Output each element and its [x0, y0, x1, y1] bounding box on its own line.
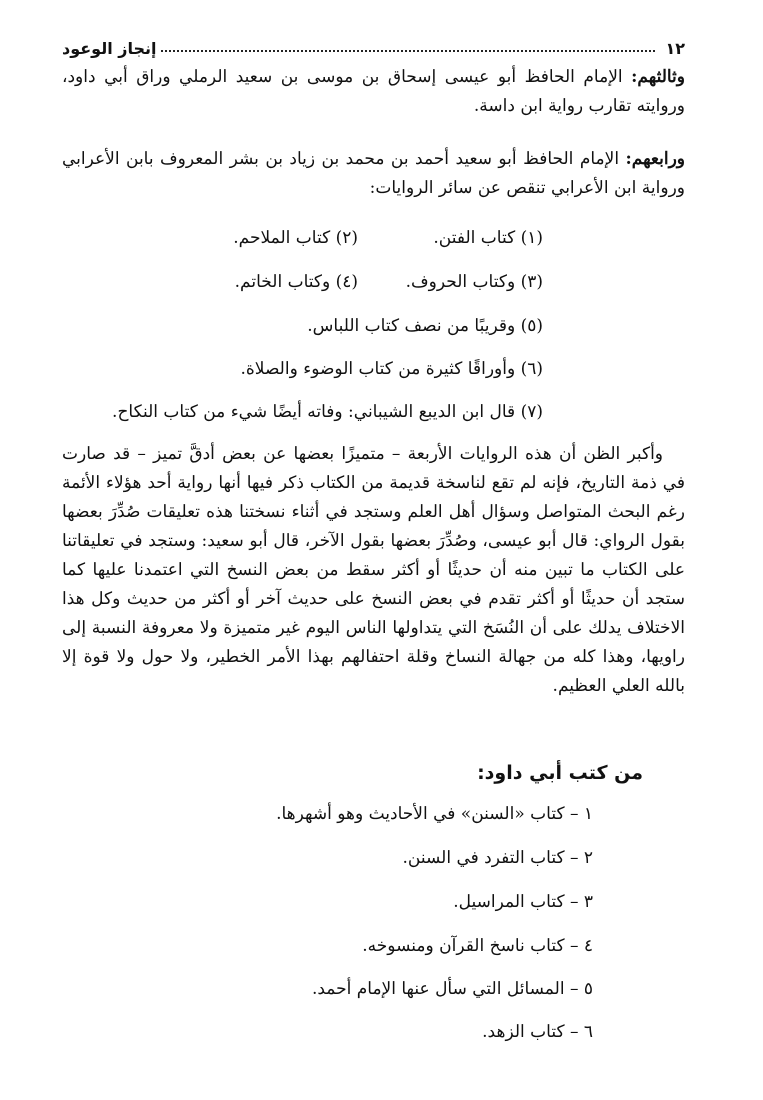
list-item: (٦) وأوراقًا كثيرة من كتاب الوضوء والصلاة. — [240, 359, 543, 379]
running-header — [62, 32, 685, 58]
list-item: (١) كتاب الفتن. — [433, 228, 543, 248]
header-dot-leader — [161, 49, 656, 52]
list-item: ٣ – كتاب المراسيل. — [453, 892, 593, 912]
list-item: ٤ – كتاب ناسخ القرآن ومنسوخه. — [362, 936, 593, 956]
list-item: ٥ – المسائل التي سأل عنها الإمام أحمد. — [311, 979, 593, 999]
page-number: ١٢ — [665, 39, 685, 58]
list-item: (٧) قال ابن الديبع الشيباني: وفاته أيضًا شيء من كتاب النكاح. — [112, 402, 543, 422]
paragraph-lead: ورابعهم: — [625, 149, 685, 169]
list-item: (٣) وكتاب الحروف. — [405, 272, 543, 292]
paragraph-third-narrator — [62, 63, 685, 121]
list-item: (٤) وكتاب الخاتم. — [234, 272, 358, 292]
list-item: (٢) كتاب الملاحم. — [233, 228, 358, 248]
list-item: (٥) وقريبًا من نصف كتاب اللباس. — [307, 316, 543, 336]
section-heading: من كتب أبي داود: — [477, 762, 643, 784]
paragraph-text: وأكبر الظن أن هذه الروايات الأربعة – متميزًا بعضها عن بعض أدقَّ تميز – قد صارت في ذمة التاريخ، فإنه لم تقع لناسخة قديمة من الكتاب ذكر فيها أنها رواية أحد هؤلاء الأئمة رغم البحث المتواصل وسؤال أهل العلم وستجد في أثناء نسختنا هذه تعليقات صُدِّرَ بعضها بقول الرواي: قال أبو عيسى، وصُدِّرَ بعضها بقول الآخر، قال أبو سعيد: وستجد في تعليقاتنا على الكتاب ما تبين منه أن حديثًا أو أكثر سقط من بعض النسخ التي اعتمدنا عليها كما ستجد أن حديثًا أو أكثر تقدم في بعض النسخ على حديث آخر أو أكثر من حديث وكل هذا الاختلاف يدلك على أن النُسَخ التي يتداولها الناس اليوم غير متميزة ولا معروفة النسبة إلى راويها، وهذا كله من جهالة النساخ وقلة احتفالهم بهذا الأمر الخطير، ولا حول ولا قوة إلا بالله العلي العظيم. — [62, 444, 685, 696]
list-item: ١ – كتاب «السنن» في الأحاديث وهو أشهرها. — [276, 804, 593, 824]
paragraph-lead: وثالثهم: — [631, 67, 685, 87]
running-title: إنجاز الوعود — [62, 39, 157, 58]
paragraph-fourth-narrator — [62, 145, 685, 203]
list-item: ٦ – كتاب الزهد. — [482, 1022, 593, 1042]
paragraph-main — [62, 440, 685, 701]
list-item: ٢ – كتاب التفرد في السنن. — [402, 848, 593, 868]
paragraph-text: الإمام الحافظ أبو عيسى إسحاق بن موسى بن سعيد الرملي وراق أبي داود، وروايته تقارب رواية ابن داسة. — [62, 67, 685, 116]
paragraph-text: الإمام الحافظ أبو سعيد أحمد بن محمد بن زياد بن بشر المعروف بابن الأعرابي ورواية ابن الأعرابي تنقص عن سائر الروايات: — [62, 149, 685, 198]
